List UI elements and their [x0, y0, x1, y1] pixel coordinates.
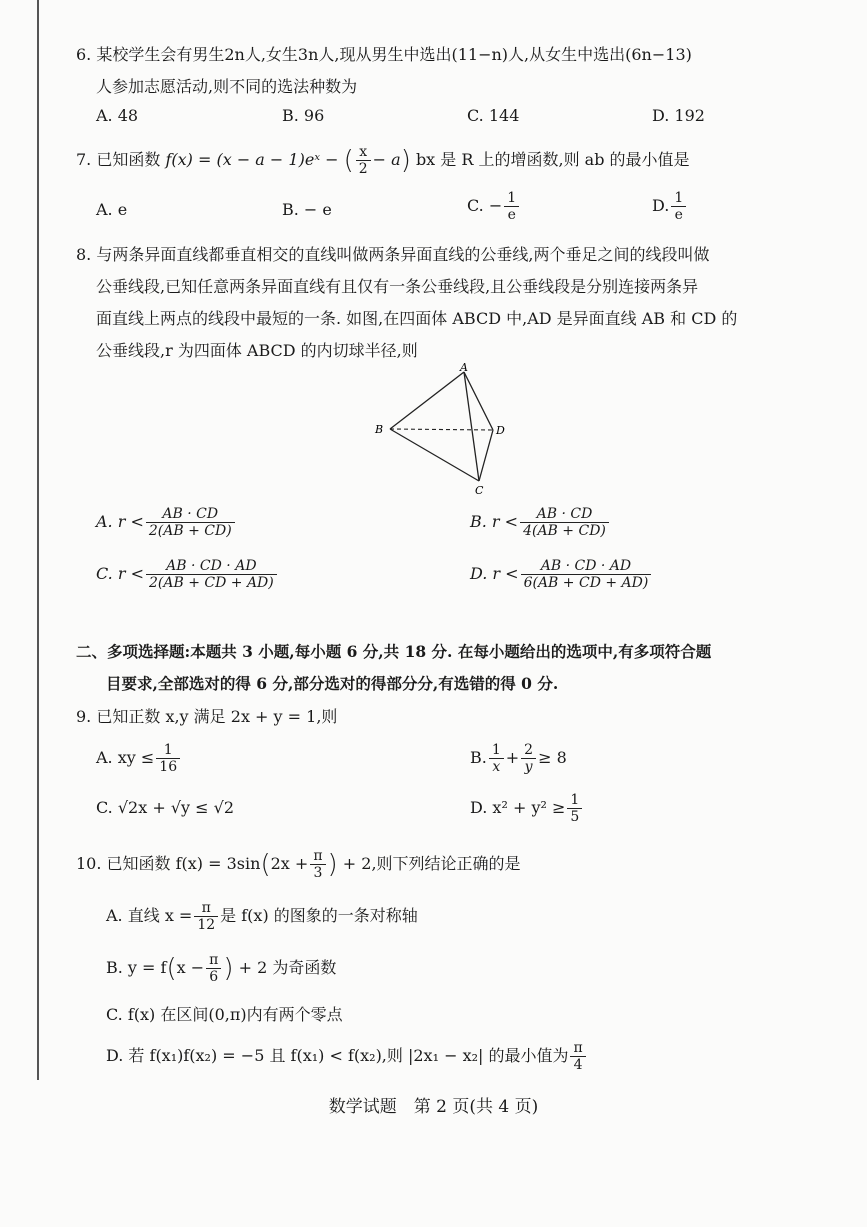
vertex-label-b: B	[375, 423, 384, 436]
q6-option-d: D. 192	[652, 106, 705, 125]
vertex-label-c: C	[475, 484, 484, 497]
q7-option-b: B. − e	[282, 200, 332, 219]
q7-func-left: f(x) = (x − a − 1)eˣ −	[165, 150, 339, 169]
q9-option-d: D. x² + y² ≥ $\frac{1}{5}$	[470, 792, 584, 825]
q10-option-d: D. 若 f(x₁)f(x₂) = −5 且 f(x₁) < f(x₂),则 |2x₁ − x₂| 的最小值为 $\frac{\pi}{4}$	[106, 1040, 588, 1073]
q9-option-d-fraction: $\frac{1}{5}$	[567, 792, 582, 825]
q8-option-b: B. r < $\frac{AB \cdot CD}{4(AB + CD)}$	[470, 506, 611, 539]
q7-paren-left: (	[343, 145, 354, 176]
edge-ab	[390, 372, 464, 429]
q6-option-a: A. 48	[96, 106, 139, 125]
tetrahedron-figure	[368, 362, 518, 500]
q7-paren-right: )	[400, 145, 411, 176]
q7-option-a: A. e	[96, 200, 128, 219]
q10-option-a-fraction: $\frac{\pi}{12}$	[194, 900, 218, 933]
q10-option-a: A. 直线 x = $\frac{\pi}{12}$ 是 f(x) 的图象的一条对称轴	[106, 900, 418, 933]
q8-line4: 公垂线段,r 为四面体 ABCD 的内切球半径,则	[96, 341, 418, 360]
binding-margin-line	[37, 0, 39, 1080]
q9-option-a: A. xy ≤ $\frac{1}{16}$	[96, 742, 182, 775]
q8-option-d: D. r < $\frac{AB \cdot CD \cdot AD}{6(AB + CD + AD)}$	[470, 558, 653, 591]
q10-option-b-fraction: $\frac{\pi}{6}$	[206, 952, 221, 985]
q7-func-right: − a	[372, 150, 401, 169]
q7-stem	[76, 144, 690, 177]
q7-prefix: 7. 已知函数	[76, 150, 161, 169]
q7-option-d-fraction: $\frac{1}{e}$	[671, 190, 686, 223]
q9-option-b: B. $\frac{1}{x}$ + $\frac{2}{y}$ ≥ 8	[470, 742, 567, 775]
q7-suffix: bx 是 R 上的增函数,则 ab 的最小值是	[415, 150, 690, 169]
q8-option-a: A. r < $\frac{AB \cdot CD}{2(AB + CD)}$	[96, 506, 237, 539]
q10-option-c: C. f(x) 在区间(0,π)内有两个零点	[106, 1005, 343, 1024]
q8-option-d-fraction: $\frac{AB \cdot CD \cdot AD}{6(AB + CD + AD)}$	[521, 558, 652, 591]
vertex-label-d: D	[496, 424, 505, 437]
edge-dc	[479, 430, 493, 481]
q10-stem-fraction: $\frac{\pi}{3}$	[310, 848, 325, 881]
q7-fraction: $\frac{x}{2}$	[356, 144, 371, 177]
q8-option-b-fraction: $\frac{AB \cdot CD}{4(AB + CD)}$	[520, 506, 609, 539]
q7-option-c-fraction: $\frac{1}{e}$	[504, 190, 519, 223]
section2-heading-line1: 二、多项选择题:本题共 3 小题,每小题 6 分,共 18 分. 在每小题给出的选项中,有多项符合题	[76, 642, 712, 661]
q6-line2: 人参加志愿活动,则不同的选法种数为	[96, 77, 358, 96]
q8-option-c-fraction: $\frac{AB \cdot CD \cdot AD}{2(AB + CD + AD)}$	[146, 558, 277, 591]
page-footer: 数学试题 第 2 页(共 4 页)	[328, 1097, 539, 1117]
edge-bc	[390, 429, 479, 481]
q8-line3: 面直线上两点的线段中最短的一条. 如图,在四面体 ABCD 中,AD 是异面直线 AB 和 CD 的	[96, 309, 738, 328]
q9-stem: 9. 已知正数 x,y 满足 2x + y = 1,则	[76, 707, 338, 726]
vertex-label-a: A	[460, 362, 468, 374]
q6-option-c: C. 144	[467, 106, 520, 125]
q10-option-b: B. y = f(x − $\frac{\pi}{6}$ ) + 2 为奇函数	[106, 952, 337, 985]
q7-option-c: C. − $\frac{1}{e}$	[467, 190, 521, 223]
q6-line1: 6. 某校学生会有男生2n人,女生3n人,现从男生中选出(11−n)人,从女生中选出(6n−13)	[76, 45, 692, 64]
q7-option-d: D. $\frac{1}{e}$	[652, 190, 688, 223]
section2-heading-line2: 目要求,全部选对的得 6 分,部分选对的得部分分,有选错的得 0 分.	[106, 674, 559, 693]
q9-option-c: C. √2x + √y ≤ √2	[96, 798, 235, 817]
edge-bd-hidden	[390, 429, 493, 430]
q10-stem: 10. 已知函数 f(x) = 3sin(2x + $\frac{\pi}{3}$ ) + 2,则下列结论正确的是	[76, 848, 521, 881]
q9-option-a-fraction: $\frac{1}{16}$	[156, 742, 180, 775]
q8-line1: 8. 与两条异面直线都垂直相交的直线叫做两条异面直线的公垂线,两个垂足之间的线段叫做	[76, 245, 710, 264]
q8-option-c: C. r < $\frac{AB \cdot CD \cdot AD}{2(AB + CD + AD)}$	[96, 558, 279, 591]
q8-option-a-fraction: $\frac{AB \cdot CD}{2(AB + CD)}$	[146, 506, 235, 539]
q10-option-d-fraction: $\frac{\pi}{4}$	[570, 1040, 585, 1073]
q8-line2: 公垂线段,已知任意两条异面直线有且仅有一条公垂线段,且公垂线段是分别连接两条异	[96, 277, 699, 296]
q6-option-b: B. 96	[282, 106, 325, 125]
